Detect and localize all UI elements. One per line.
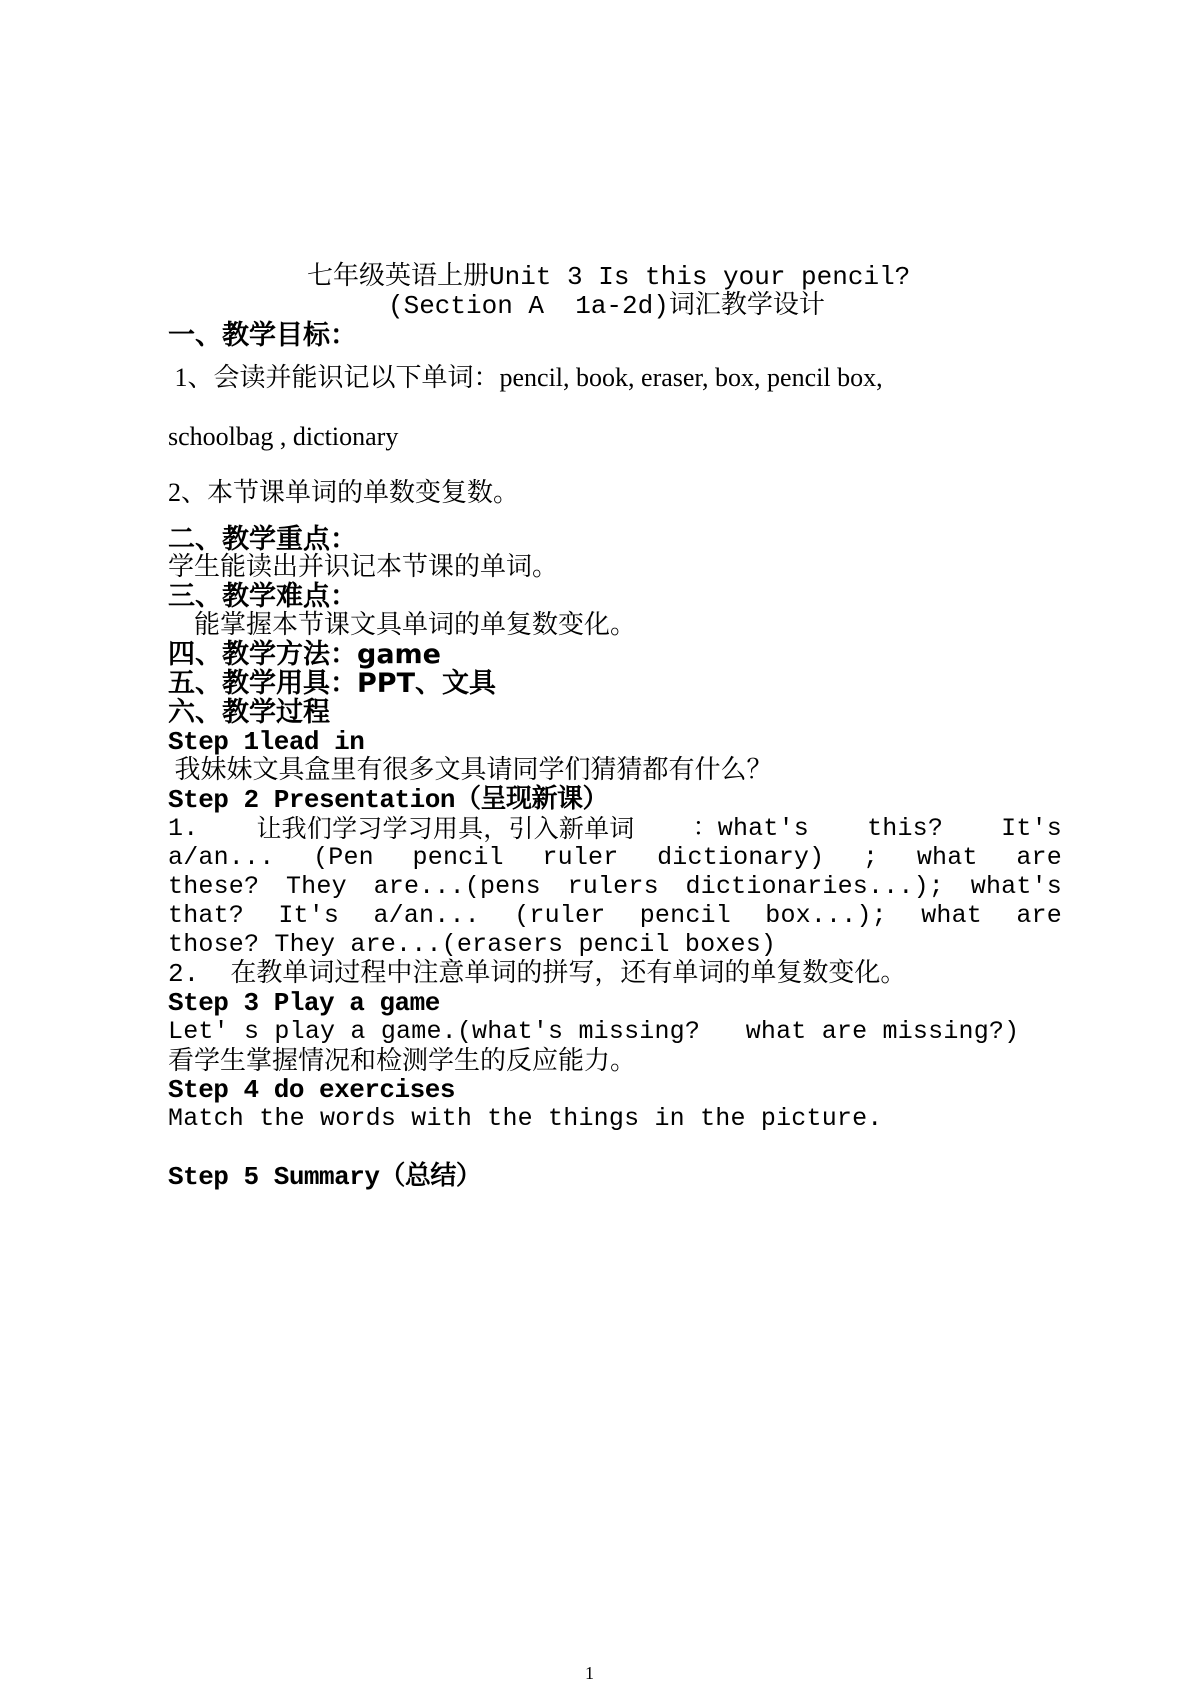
heading-difficulties: 三、教学难点：	[168, 581, 357, 612]
step-2-line-3	[168, 874, 1062, 899]
text-segment: It's	[1001, 814, 1062, 843]
step-2-line-4	[168, 903, 1062, 928]
text-segment: (ruler	[514, 901, 606, 930]
objective-item-1: 1、会读并能识记以下单词：pencil, book, eraser, box, pencil box,	[168, 363, 883, 392]
step-2-title: Step 2 Presentation（呈现新课）	[168, 785, 608, 815]
text-segment: (Pen	[313, 843, 374, 872]
step-5-title: Step 5 Summary（总结）	[168, 1162, 482, 1192]
step-2-line-6: 2. 在教单词过程中注意单词的拼写，还有单词的单复数变化。	[168, 959, 907, 989]
text-segment: what's	[970, 872, 1062, 901]
text-segment: 让我们学习学习用具，引入新单词	[256, 814, 635, 843]
text-segment: a/an...	[168, 843, 275, 872]
heading-key-points: 二、教学重点：	[168, 524, 357, 555]
key-points-text: 学生能读出并识记本节课的单词。	[168, 552, 559, 581]
text-segment: They	[285, 872, 347, 901]
objective-item-2: 2、本节课单词的单数变复数。	[168, 478, 520, 507]
step-3-title: Step 3 Play a game	[168, 988, 440, 1018]
text-segment: ：what's	[692, 814, 809, 843]
step-1-text: 我妹妹文具盒里有很多文具请同学们猜猜都有什么？	[168, 755, 773, 784]
text-segment: that?	[168, 901, 245, 930]
step-3-line-2: 看学生掌握情况和检测学生的反应能力。	[168, 1046, 637, 1075]
text-segment: pencil	[639, 901, 731, 930]
text-segment: dictionaries...);	[685, 872, 944, 901]
text-segment: It's	[278, 901, 340, 930]
title-line-2: (Section A 1a-2d)词汇教学设计	[388, 291, 825, 321]
difficulties-text: 能掌握本节课文具单词的单复数变化。	[168, 610, 637, 639]
step-4-title: Step 4 do exercises	[168, 1075, 455, 1105]
text-segment: pencil	[412, 843, 504, 872]
text-segment: are	[1016, 901, 1062, 930]
page-number: 1	[585, 1663, 594, 1683]
text-segment: rulers	[567, 872, 659, 901]
step-1-title: Step 1lead in	[168, 727, 365, 757]
title-line-1: 七年级英语上册Unit 3 Is this your pencil?	[307, 262, 911, 292]
text-segment: ruler	[542, 843, 619, 872]
text-segment: this?	[867, 814, 944, 843]
text-segment: these?	[168, 872, 260, 901]
text-segment: 1.	[168, 814, 199, 843]
text-segment: are	[1016, 843, 1062, 872]
text-segment: what	[921, 901, 982, 930]
text-segment: ;	[862, 843, 879, 872]
heading-tools: 五、教学用具：PPT、文具	[168, 668, 496, 699]
step-2-line-1	[168, 816, 1062, 841]
step-4-line-1: Match the words with the things in the picture.	[168, 1104, 883, 1133]
text-segment: are...(pens	[373, 872, 541, 901]
step-2-line-2	[168, 845, 1062, 870]
text-segment: what	[916, 843, 978, 872]
text-segment: box...);	[765, 901, 887, 930]
heading-process: 六、教学过程	[168, 697, 330, 728]
step-3-line-1: Let' s play a game.(what's missing? what are missing?)	[168, 1017, 1020, 1046]
step-2-line-5: those? They are...(erasers pencil boxes)	[168, 930, 777, 959]
heading-method: 四、教学方法：game	[168, 639, 441, 670]
objective-item-1-cont: schoolbag , dictionary	[168, 422, 399, 451]
text-segment: a/an...	[373, 901, 480, 930]
text-segment: dictionary)	[657, 843, 825, 872]
heading-objectives: 一、教学目标：	[168, 320, 357, 351]
